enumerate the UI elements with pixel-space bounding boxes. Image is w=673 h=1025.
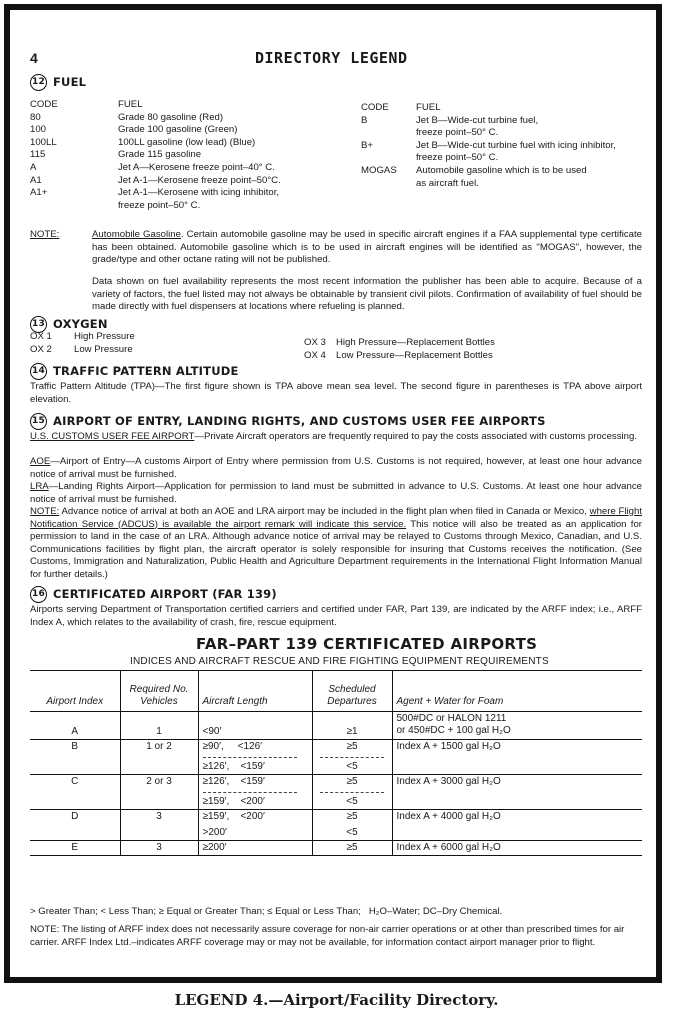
fuel-note-head: Automobile Gasoline	[92, 229, 181, 240]
length-line: ≥159′, <200′	[202, 796, 265, 807]
fuel-code: A	[30, 161, 37, 173]
section-number-13: 13	[30, 316, 47, 333]
length-line: ≥159′, <200′	[202, 811, 265, 822]
oxygen-code: OX 1	[30, 331, 52, 342]
fuel-code: 115	[30, 149, 46, 161]
length-line: ≥126′, <159′	[202, 761, 265, 772]
departures-line: ≥5	[346, 776, 358, 787]
cell-length	[198, 740, 312, 775]
dashed-divider	[203, 757, 298, 758]
cell-index: D	[71, 811, 79, 822]
oxygen-descs-right	[336, 337, 495, 362]
cell-index: B	[71, 741, 79, 752]
final-note: NOTE: The listing of ARFF index does not necessarily assure coverage for non-air carrier operations or at other than prescribed times for air carrier. ARFF Index Ltd.–indicates ARFF coverage may or may not be available, for information contact airport manager prior to flight.	[30, 924, 625, 948]
fuel-note-text: . Certain automobile gasoline may be used in specific aircraft engines if a FAA supplemental type certificate has been obtained. Automobile gasoline which is to be used in aircraft engines will be identified as ''MOGAS'', however, the grade/type and other octane rating will not be published.	[92, 229, 642, 266]
lra-head: LRA	[30, 481, 49, 492]
fuel-descs-right	[416, 102, 616, 190]
table-subtitle: INDICES AND AIRCRAFT RESCUE AND FIRE FIGHTING EQUIPMENT REQUIREMENTS	[130, 656, 549, 667]
cell-departures	[312, 775, 392, 810]
cell-departures: ≥1	[312, 712, 392, 740]
oxygen-title: OXYGEN	[53, 317, 108, 332]
fuel-code	[361, 152, 397, 165]
fuel-desc: Grade 100 gasoline (Green)	[118, 124, 238, 136]
lra-para	[30, 481, 642, 506]
fuel-desc: Jet A-1—Kerosene with icing inhibitor,	[118, 187, 280, 199]
customs-user-fee-para	[30, 431, 642, 444]
certificated-section-heading	[30, 586, 277, 603]
page-frame	[4, 4, 662, 983]
fuel-code: MOGAS	[361, 164, 397, 176]
fuel-desc: freeze point–50° C.	[416, 152, 499, 164]
cell-departures	[312, 740, 392, 775]
fuel-code: B+	[361, 139, 374, 151]
fuel-header-code: CODE	[361, 102, 389, 113]
fuel-desc: freeze point–50° C.	[118, 199, 201, 211]
page-title: DIRECTORY LEGEND	[255, 49, 408, 67]
customs-p1-text: —Private Aircraft operators are frequently required to pay the costs associated with customs processing.	[194, 431, 637, 442]
fuel-header-fuel: FUEL	[118, 99, 143, 110]
fuel-header-code: CODE	[30, 99, 58, 110]
page-number: 4	[30, 50, 38, 66]
table-row	[30, 740, 642, 775]
fuel-codes-left	[30, 99, 58, 200]
table-row	[30, 775, 642, 810]
fuel-codes-right	[361, 102, 397, 178]
fuel-code: 100	[30, 124, 47, 136]
fuel-code: 80	[30, 111, 41, 123]
arff-table	[30, 670, 642, 856]
oxygen-code: OX 4	[304, 349, 326, 361]
table-row	[30, 712, 642, 740]
customs-section-heading	[30, 413, 546, 430]
fuel-desc: Jet B—Wide-cut turbine fuel with icing inhibitor,	[416, 139, 616, 151]
cell-agent: Index A + 6000 gal H₂O	[392, 841, 642, 856]
cell-vehicles: 3	[120, 841, 198, 856]
oxygen-descs-left	[74, 331, 135, 356]
certificated-text: Airports serving Department of Transportation certified carriers and certified under FAR, Part 139, are indicated by the ARFF index; i.e., ARFF Index A, which relates to the availability of crash, fire, rescue equipment.	[30, 604, 642, 628]
cell-length	[198, 775, 312, 810]
cell-departures: ≥5	[312, 841, 392, 856]
fuel-code: B	[361, 114, 368, 126]
fuel-section-heading	[30, 74, 86, 91]
length-line: ≥90′, <126′	[202, 741, 263, 752]
tpa-title: TRAFFIC PATTERN ALTITUDE	[53, 364, 239, 379]
figure-caption: LEGEND 4.—Airport/Facility Directory.	[174, 991, 499, 1009]
length-line: ≥126′, <159′	[202, 776, 265, 787]
oxygen-desc: Low Pressure	[74, 343, 133, 355]
cell-vehicles: 3	[120, 810, 198, 841]
certificated-title: CERTIFICATED AIRPORT (FAR 139)	[53, 587, 277, 602]
section-number-12: 12	[30, 74, 47, 91]
fuel-desc: 100LL gasoline (low lead) (Blue)	[118, 136, 256, 148]
length-line: >200′	[202, 827, 227, 838]
agent-line: or 450#DC + 100 gal H₂O	[396, 725, 511, 736]
fuel-code: 100LL	[30, 136, 57, 148]
fuel-desc: freeze point–50° C.	[416, 127, 499, 139]
table-row	[30, 841, 642, 856]
section-number-16: 16	[30, 586, 47, 603]
oxygen-code: OX 3	[304, 337, 326, 348]
cell-vehicles: 2 or 3	[120, 775, 198, 810]
aoe-para	[30, 456, 642, 481]
cell-index: E	[71, 842, 79, 853]
table-header-row	[30, 671, 642, 712]
departures-line: <5	[346, 827, 358, 838]
fuel-desc: Grade 115 gasoline	[118, 149, 202, 161]
fuel-descs-left	[118, 99, 281, 212]
fuel-title: FUEL	[53, 75, 87, 90]
departures-line: <5	[346, 761, 358, 772]
oxygen-desc: High Pressure—Replacement Bottles	[336, 337, 495, 348]
cell-index: C	[71, 776, 79, 787]
fuel-header-fuel: FUEL	[416, 102, 441, 113]
fuel-code: A1+	[30, 187, 48, 199]
section-number-14: 14	[30, 363, 47, 380]
fuel-desc: as aircraft fuel.	[416, 177, 479, 189]
fuel-desc: Jet A-1—Kerosene freeze point–50°C.	[118, 174, 281, 186]
col-header-vehicles: Required No. Vehicles	[120, 671, 198, 712]
oxygen-codes-right	[304, 337, 326, 362]
dashed-divider	[320, 792, 384, 793]
oxygen-codes-left	[30, 331, 52, 356]
cell-vehicles: 1 or 2	[120, 740, 198, 775]
fuel-code: A1	[30, 174, 42, 186]
section-number-15: 15	[30, 413, 47, 430]
customs-note-head: NOTE:	[30, 506, 60, 517]
tpa-section-heading	[30, 363, 239, 380]
fuel-note	[92, 229, 642, 267]
lra-text: —Landing Rights Airport—Application for permission to land must be submitted in advance to U.S. Customs. At least one hour advance notice of arrival must be furnished.	[30, 481, 642, 505]
departures-line: <5	[346, 796, 358, 807]
table-title: FAR–PART 139 CERTIFICATED AIRPORTS	[196, 635, 538, 653]
cell-agent: Index A + 3000 gal H₂O	[392, 775, 642, 810]
col-header-departures: Scheduled Departures	[312, 671, 392, 712]
oxygen-desc: Low Pressure—Replacement Bottles	[336, 349, 493, 361]
cell-length: <90′	[198, 712, 312, 740]
col-header-index: Airport Index	[46, 696, 104, 707]
departures-line: ≥5	[346, 811, 358, 822]
cell-agent	[392, 712, 642, 740]
tpa-text: Traffic Pattern Altitude (TPA)—The first figure shown is TPA above mean sea level. The second figure in parentheses is TPA above airport elevation.	[30, 381, 642, 405]
cell-length: ≥200′	[198, 841, 312, 856]
customs-note-b: This notice will also be treated as an application for permission to land in the case of an LRA. Although advance notice of arrival may be relayed to Customs through Mexico, Canadian, and U.S. Communications facilities by flight plan, the aircraft operator is solely responsible for insuring that Customs receives the notification. (See Customs, Immigration and Naturalization, Public Health and Agriculture Department requirements in the International Flight Information Manual for further details.)	[30, 518, 642, 580]
cell-vehicles: 1	[120, 712, 198, 740]
customs-note-underlined: where Flight Notification Service (ADCUS) is available the airport remark will indicate this service.	[30, 506, 642, 530]
agent-line: 500#DC or HALON 1211	[396, 713, 507, 724]
fuel-code	[361, 127, 397, 140]
fuel-desc: Jet B—Wide-cut turbine fuel,	[416, 114, 539, 126]
cell-departures	[312, 810, 392, 841]
page-content	[30, 10, 642, 979]
customs-note-a: Advance notice of arrival at both an AOE and LRA airport may be included in the flight plan when filed in Canada or Mexico,	[59, 506, 590, 517]
cell-length	[198, 810, 312, 841]
aoe-head: AOE	[30, 456, 51, 467]
col-header-length: Aircraft Length	[198, 671, 312, 712]
fuel-desc: Jet A—Kerosene freeze point–40° C.	[118, 161, 275, 173]
oxygen-code: OX 2	[30, 343, 52, 355]
customs-title: AIRPORT OF ENTRY, LANDING RIGHTS, AND CUSTOMS USER FEE AIRPORTS	[53, 414, 546, 429]
aoe-text: —Airport of Entry—A customs Airport of Entry where permission from U.S. Customs is not required, however, at least one hour advance notice of arrival must be furnished.	[30, 456, 642, 480]
fuel-note-label: NOTE:	[30, 229, 60, 240]
customs-p1-head: U.S. CUSTOMS USER FEE AIRPORT	[30, 431, 195, 442]
fuel-desc: Grade 80 gasoline (Red)	[118, 111, 224, 123]
symbols-legend: > Greater Than; < Less Than; ≥ Equal or Greater Than; ≤ Equal or Less Than; H₂O–Water; DC–Dry Chemical.	[30, 906, 503, 917]
cell-agent: Index A + 1500 gal H₂O	[392, 740, 642, 775]
cell-index: A	[71, 726, 79, 737]
dashed-divider	[320, 757, 384, 758]
fuel-note-p2: Data shown on fuel availability represents the most recent information the publisher has been able to acquire. Because of a variety of factors, the fuel listed may not always be obtainable by transient civil pilots. Confirmation of availability of fuel should be made directly with fuel dispensers at locations where refueling is planned.	[92, 276, 642, 313]
customs-note-para	[30, 506, 642, 582]
departures-line: ≥5	[346, 741, 358, 752]
cell-agent: Index A + 4000 gal H₂O	[392, 810, 642, 841]
oxygen-desc: High Pressure	[74, 331, 135, 342]
dashed-divider	[203, 792, 298, 793]
fuel-desc: Automobile gasoline which is to be used	[416, 164, 587, 176]
col-header-agent: Agent + Water for Foam	[392, 671, 642, 712]
table-row	[30, 810, 642, 841]
